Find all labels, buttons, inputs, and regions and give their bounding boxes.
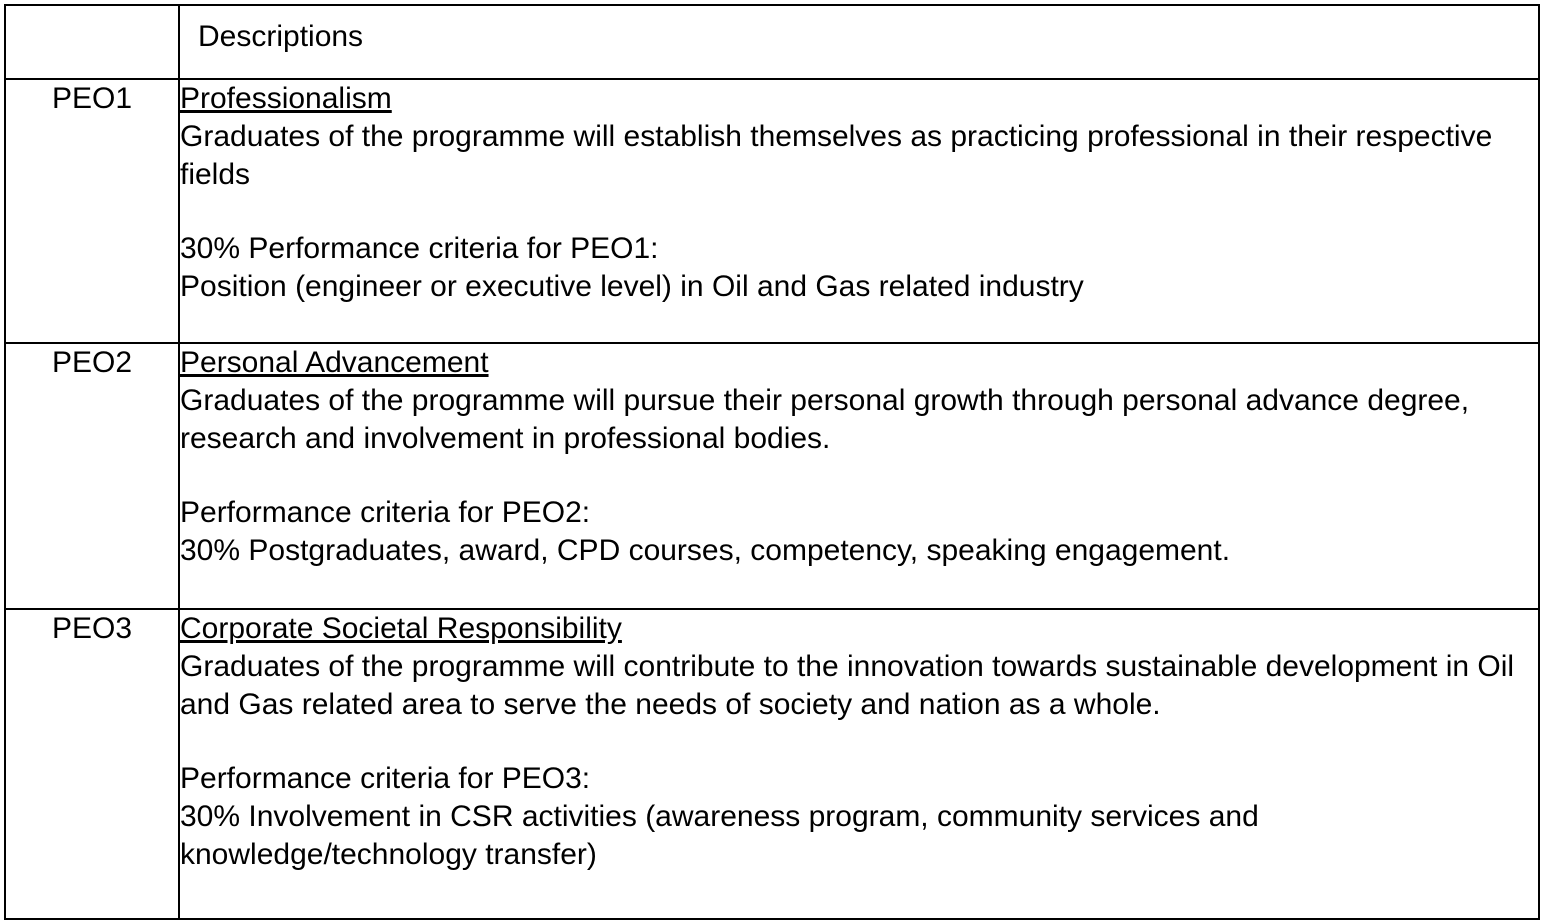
- peo-title: Personal Advancement: [180, 346, 489, 379]
- table-row: [5, 343, 1539, 609]
- spacer: [180, 194, 1538, 230]
- peo-criteria-text: 30% Involvement in CSR activities (awareness program, community services and knowledge/technology transfer): [180, 800, 1259, 871]
- peo-description: Graduates of the programme will contribute to the innovation towards sustainable development in Oil and Gas related area to serve the needs of society and nation as a whole.: [180, 650, 1515, 721]
- peo-id-cell: PEO1: [5, 79, 179, 343]
- spacer: [180, 458, 1538, 494]
- table-header-row: [5, 5, 1539, 79]
- peo-criteria-label: Performance criteria for PEO2:: [180, 496, 591, 529]
- peo-title: Corporate Societal Responsibility: [180, 612, 622, 645]
- peo-table: [4, 4, 1540, 920]
- peo-title: Professionalism: [180, 82, 392, 115]
- peo-description-cell: [179, 79, 1539, 343]
- header-id-cell: [5, 5, 179, 79]
- peo-criteria-label: Performance criteria for PEO3:: [180, 762, 591, 795]
- peo-id-cell: PEO2: [5, 343, 179, 609]
- peo-description: Graduates of the programme will establish themselves as practicing professional in their respective fields: [180, 120, 1493, 191]
- peo-description: Graduates of the programme will pursue their personal growth through personal advance degree, research and involvement in professional bodies.: [180, 384, 1470, 455]
- spacer: [180, 724, 1538, 760]
- table-row: [5, 79, 1539, 343]
- peo-description-cell: [179, 343, 1539, 609]
- peo-description-cell: [179, 609, 1539, 919]
- peo-criteria-text: Position (engineer or executive level) in Oil and Gas related industry: [180, 270, 1084, 303]
- table-row: [5, 609, 1539, 919]
- header-descriptions-cell: Descriptions: [179, 5, 1539, 79]
- peo-id-cell: PEO3: [5, 609, 179, 919]
- peo-criteria-text: 30% Postgraduates, award, CPD courses, competency, speaking engagement.: [180, 534, 1231, 567]
- peo-criteria-label: 30% Performance criteria for PEO1:: [180, 232, 659, 265]
